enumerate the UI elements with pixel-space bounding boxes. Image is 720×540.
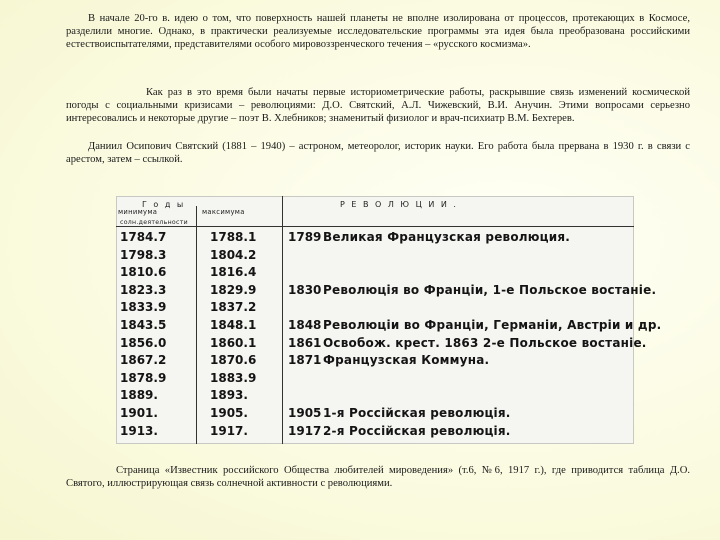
revolution-year: 1861 <box>288 335 322 350</box>
min-value: 1901. <box>120 406 158 420</box>
table-row <box>116 352 634 370</box>
caption: Страница «Известник российского Общества любителей мироведения» (т.6, №6, 1917 г.), где приводится таблица Д.О. Святого, иллюстрирующая связь солнечной активности с революциями. <box>66 465 690 490</box>
header-years: Г о д ы <box>142 200 186 209</box>
revolution-year: 1848 <box>288 318 322 332</box>
table-row <box>116 317 662 335</box>
min-value: 1823.3 <box>120 282 167 297</box>
table-row <box>116 423 634 441</box>
revolution-text: Французская Коммуна. <box>323 353 490 368</box>
min-value: 1843.5 <box>120 318 167 332</box>
revolution-year: 1830 <box>288 282 322 297</box>
header-max: максимума <box>202 208 245 216</box>
min-value: 1913. <box>120 423 158 438</box>
min-value: 1810.6 <box>120 265 167 280</box>
intro-paragraph: В начале 20-го в. идею о том, что поверхность нашей планеты не вполне изолирована от процессов, протекающих в Космосе, разделили многие. Однако, в практически реализуемые исследовательские программы эта идея была преобразована российскими естествоиспытателями, представителями особого мировоззренческого течения – «русского космизма». <box>66 13 690 51</box>
revolution-text: Великая Французская революция. <box>323 230 571 244</box>
table-row <box>116 247 634 265</box>
svyatsky-paragraph: Даниил Осипович Святский (1881 – 1940) – астроном, метеоролог, историк науки. Его работа была прервана в 1930 г. в связи с арестом, затем – ссылкой. <box>66 141 690 166</box>
max-value: 1870.6 <box>210 353 257 368</box>
table-row <box>116 299 634 317</box>
historiometry-paragraph: Как раз в это время были начаты первые историометрические работы, раскрывшие связь изменений космической погоды с социальными кризисами – революциями: Д.О. Святский, А.Л. Чижевский, В.И. Анучин. Этими вопросами серьезно интересовались и некоторые другие – поэт В. Хлебников; знаменитый физиолог и врач-психиатр В.М. Бехтерев. <box>66 87 690 125</box>
revolution-text: Освобож. крест. 1863 2-е Польское востаніе. <box>323 335 647 350</box>
table-row <box>116 405 634 423</box>
min-value: 1878.9 <box>120 370 167 385</box>
max-value: 1917. <box>210 423 248 438</box>
max-value: 1860.1 <box>210 335 257 350</box>
max-value: 1848.1 <box>210 318 257 332</box>
min-value: 1889. <box>120 388 158 403</box>
max-value: 1837.2 <box>210 300 257 315</box>
table-row <box>116 264 634 282</box>
revolution-year: 1871 <box>288 353 322 368</box>
max-value: 1804.2 <box>210 247 257 262</box>
header-divider <box>116 226 634 227</box>
revolution-year: 1789 <box>288 230 322 244</box>
table-row <box>116 282 657 300</box>
revolution-text: 2-я Россійская революція. <box>323 423 511 438</box>
max-value: 1788.1 <box>210 230 257 244</box>
header-min: минимума <box>118 208 158 216</box>
min-value: 1798.3 <box>120 247 167 262</box>
min-value: 1784.7 <box>120 230 167 244</box>
max-value: 1816.4 <box>210 265 257 280</box>
scanned-table <box>116 196 662 444</box>
revolution-text: Революція во Франціи, 1-е Польское востаніе. <box>323 282 657 297</box>
revolution-text: 1-я Россійская революція. <box>323 406 511 420</box>
max-value: 1893. <box>210 388 248 403</box>
max-value: 1883.9 <box>210 370 257 385</box>
revolution-year: 1917 <box>288 423 322 438</box>
table-row <box>116 229 634 247</box>
table-row <box>116 370 634 388</box>
table-row <box>116 335 647 353</box>
min-value: 1867.2 <box>120 353 167 368</box>
min-value: 1856.0 <box>120 335 167 350</box>
table-row <box>116 387 634 405</box>
header-min-sub: солн.деятельности <box>120 219 188 226</box>
max-value: 1829.9 <box>210 282 257 297</box>
header-revolutions: Р Е В О Л Ю Ц И И . <box>340 200 458 209</box>
revolution-text: Революціи во Франціи, Германіи, Австріи и др. <box>323 318 662 332</box>
min-value: 1833.9 <box>120 300 167 315</box>
max-value: 1905. <box>210 406 248 420</box>
revolution-year: 1905 <box>288 406 322 420</box>
